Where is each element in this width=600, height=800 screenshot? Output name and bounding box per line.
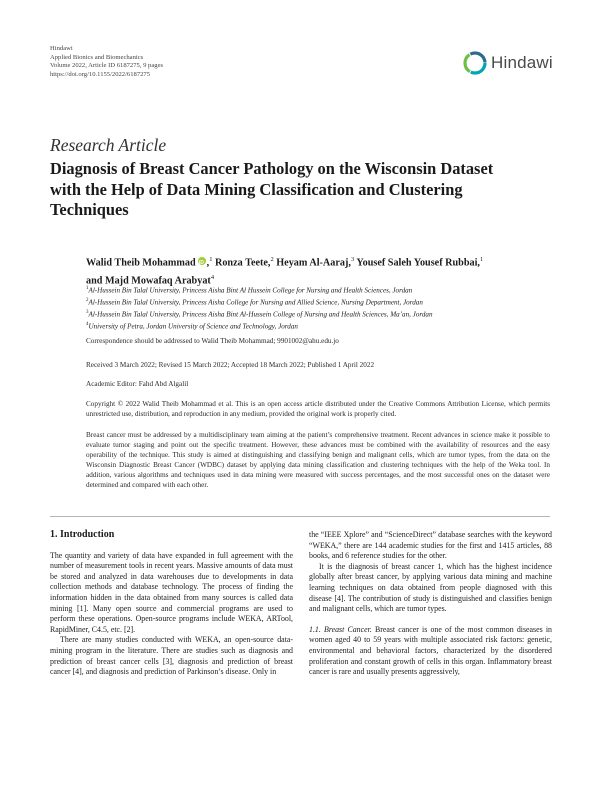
author-name[interactable]: Heyam Al-Aaraj, <box>276 257 351 269</box>
paragraph: the “IEEE Xplore” and “ScienceDirect” database searches with the keyword “WEKA,” there are 144 academic studies for the first and 1415 articles, 88 books, and 6 reference studies for the other. <box>309 530 552 561</box>
copyright-notice: Copyright © 2022 Walid Theib Mohammad et al. This is an open access article distributed under the Creative Commons Attribution License, which permits unrestricted use, distribution, and reproduction in any medium, provided the original work is properly cited. <box>86 400 550 418</box>
author-name[interactable]: Ronza Teete, <box>214 257 271 269</box>
correspondence: Correspondence should be addressed to Walid Theib Mohammad; 9901002@ahu.edu.jo <box>86 337 339 345</box>
author-name[interactable]: Walid Theib Mohammad <box>86 257 196 269</box>
journal-meta <box>50 45 163 79</box>
paragraph: There are many studies conducted with WEKA, an open-source data-mining program in the literature. There are studies such as diagnosis and prediction of breast cancer cells [3], diagnosis and prediction of breast cancer [4], and diagnosis and prediction of Parkinson’s disease. Only in <box>50 635 293 677</box>
academic-editor: Academic Editor: Fahd Abd Algalil <box>86 380 189 388</box>
logo-text: Hindawi <box>491 53 553 72</box>
paragraph-text: Breast cancer is one of the most common diseases in women aged 40 to 59 years with multiple associated risk factors: genetic, environmental and behavioral factors, characterized by the disordered proliferation and constant growth of cells in this organ. Inflammatory breast cancer is rare and usually presents aggressively, <box>309 624 552 677</box>
author-affil-sup: 1 <box>479 256 484 263</box>
paragraph: It is the diagnosis of breast cancer 1, which has the highest incidence globally after breast cancer, by applying various data mining and machine learning techniques on data obtained from people diagnosed with this disease [4]. The contribution of study is distinguished and classifies benign and malignant cells, which are tumor types. <box>309 561 552 614</box>
article-type: Research Article <box>50 135 167 155</box>
received-dates: Received 3 March 2022; Revised 15 March 2022; Accepted 18 March 2022; Published 1 April 2022 <box>86 361 375 369</box>
section-heading: 1. Introduction <box>50 529 115 540</box>
hindawi-logo[interactable] <box>462 50 553 76</box>
paragraph <box>309 625 552 678</box>
journal-doi[interactable]: https://doi.org/10.1155/2022/6187275 <box>50 70 151 78</box>
orcid-icon[interactable] <box>198 257 206 265</box>
body-column-left <box>50 530 293 678</box>
abstract: Breast cancer must be addressed by a multidisciplinary team aiming at the patient’s comprehensive treatment. Recent advances in science make it possible to evaluate tumor staging and point out the specific treatment. However, these advances must be combined with the availability of resources and the easy operability of the technique. This study is aimed at distinguishing and classifying benign and malignant cells, which are tumor types, from the data on the Wisconsin Diagnostic Breast Cancer (WDBC) dataset by applying data mining classification and clustering techniques with the help of the Weka tool. In addition, various algorithms and techniques used in data mining were measured with success percentages, and the most successful ones on the dataset were determined and compared with each other. <box>86 431 550 489</box>
divider <box>50 516 550 517</box>
journal-name: Applied Bionics and Biomechanics <box>50 53 144 61</box>
paper-title: Diagnosis of Breast Cancer Pathology on the Wisconsin Dataset with the Help of Data Mining Classification and Clustering Techniques <box>50 159 494 219</box>
author-name[interactable]: Yousef Saleh Yousef Rubbai, <box>356 257 480 269</box>
subsection-heading: 1.1. Breast Cancer. <box>309 624 372 634</box>
author-affil-sup: 1 <box>209 256 213 263</box>
journal-volume: Volume 2022, Article ID 6187275, 9 pages <box>50 62 164 70</box>
author-name[interactable]: and Majd Mowafaq Arabyat <box>86 275 211 287</box>
affiliation: $^3$Al-Hussein Bin Talal University, Princess Aisha Bint Al-Hussein College of Nursing and Health Sciences, Ma’an, Jordan <box>86 310 433 319</box>
author-affil-sup: 2 <box>270 256 274 263</box>
journal-publisher: Hindawi <box>50 45 73 52</box>
paragraph: The quantity and variety of data have expanded in full agreement with the number of measurement tools in recent years. Massive amounts of data must be stored and analyzed in data warehouses due to developments in data collection methods and database technology. The process of finding the information hidden in the data obtained from many sources is called data mining [1]. Many open source and commercial programs are used to perform these operations. Open-source programs include WEKA, ARTool, RapidMiner, C4.5, etc. [2]. <box>50 550 293 634</box>
hindawi-logo-icon <box>462 50 488 76</box>
author-list: Walid Theib MohammadiD ,$^1$ Ronza Teete,$^2$ Heyam Al-Aaraj,$^3$ Yousef Saleh Yousef Rubbai,$^1$ and Majd Mowafaq Arabyat$^4$ <box>86 252 556 289</box>
author-affil-sup: 4 <box>210 274 215 282</box>
affiliation: $^2$Al-Hussein Bin Talal University, Princess Aisha College for Nursing and Allied Science, Nursing Department, Jordan <box>86 298 423 307</box>
affiliation: $^4$University of Petra, Jordan University of Science and Technology, Jordan <box>86 322 298 331</box>
author-affil-sup: 3 <box>350 256 355 263</box>
affiliation-list <box>86 284 433 333</box>
affiliation: $^1$Al-Hussein Bin Talal University, Princess Aisha Bint Al Hussein College for Nursing and Health Sciences, Jordan <box>86 286 413 295</box>
body-column-right <box>309 530 552 678</box>
